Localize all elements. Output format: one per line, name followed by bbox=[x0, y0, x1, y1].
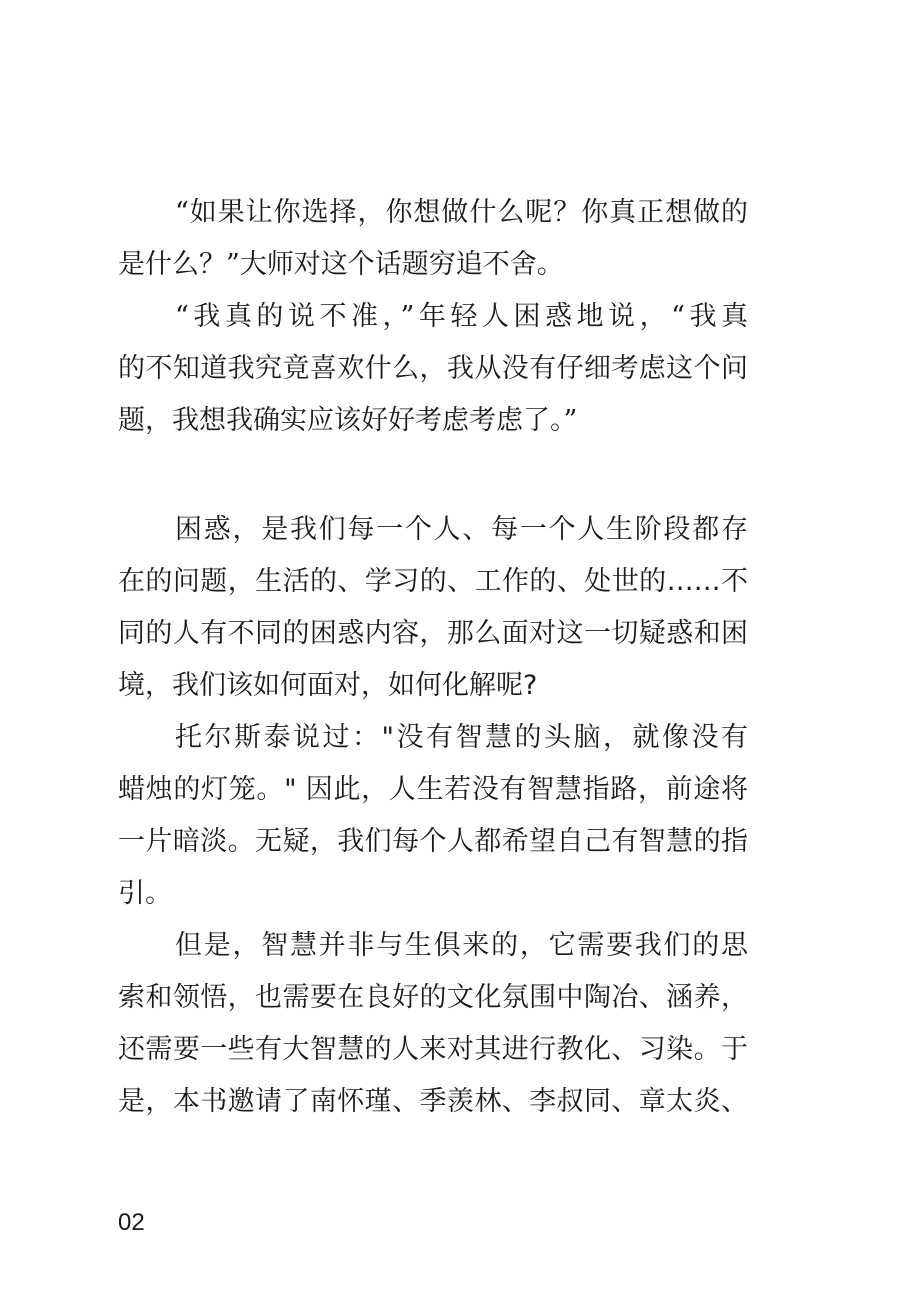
body-line: 一片暗淡。无疑，我们每个人都希望自己有智慧的指 bbox=[118, 826, 748, 857]
body-line: 引。 bbox=[118, 878, 172, 909]
dialogue-line: 题，我想我确实应该好好考虑考虑了。” bbox=[118, 405, 578, 436]
dialogue-line: “如果让你选择，你想做什么呢？你真正想做的 bbox=[175, 197, 748, 228]
body-line: 境，我们该如何面对，如何化解呢? bbox=[118, 670, 538, 701]
body-line: 还需要一些有大智慧的人来对其进行教化、习染。于 bbox=[118, 1034, 748, 1065]
body-line: 是，本书邀请了南怀瑾、季羡林、李叔同、章太炎、 bbox=[118, 1086, 748, 1117]
body-line: 托尔斯泰说过："没有智慧的头脑，就像没有 bbox=[175, 722, 748, 753]
body-line: 困惑，是我们每一个人、每一个人生阶段都存 bbox=[175, 514, 748, 545]
dialogue-line: 是什么？”大师对这个话题穷追不舍。 bbox=[118, 249, 564, 280]
dialogue-line: 的不知道我究竟喜欢什么，我从没有仔细考虑这个问 bbox=[118, 353, 748, 384]
body-line: 蜡烛的灯笼。" 因此，人生若没有智慧指路，前途将 bbox=[118, 774, 748, 805]
body-line: 但是，智慧并非与生俱来的，它需要我们的思 bbox=[175, 930, 748, 961]
dialogue-line: “我真的说不准，”年轻人困惑地说，“我真 bbox=[175, 301, 748, 332]
body-line: 在的问题，生活的、学习的、工作的、处世的……不 bbox=[118, 566, 748, 597]
body-line: 同的人有不同的困惑内容，那么面对这一切疑惑和困 bbox=[118, 618, 748, 649]
body-line: 索和领悟，也需要在良好的文化氛围中陶冶、涵养， bbox=[118, 982, 748, 1013]
page-number: 02 bbox=[118, 1209, 145, 1236]
